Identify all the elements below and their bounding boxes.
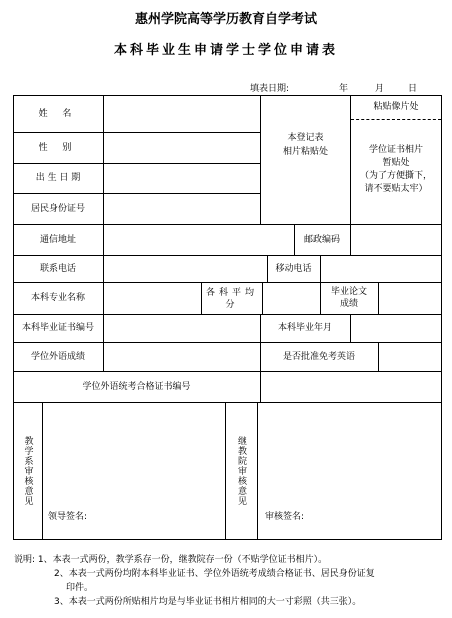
input-grad-date[interactable] — [351, 315, 441, 342]
form-subtitle: 本科毕业生申请学士学位申请表 — [113, 43, 338, 58]
label-leader-sign: 领导签名: — [48, 512, 88, 522]
label-review-sign: 审核签名: — [265, 512, 305, 522]
label-college-review: 继教院审核意见 — [236, 435, 246, 506]
note-line-4: 3、本表一式两份所贴相片均是与毕业证书相片相同的大一寸彩照（共三张）。 — [54, 597, 362, 607]
form-title: 惠州学院高等学历教育自学考试 — [134, 12, 317, 27]
input-phone[interactable] — [104, 256, 267, 282]
label-id-number: 居民身份证号 — [30, 203, 85, 214]
label-postcode: 邮政编码 — [303, 234, 340, 245]
label-dept-review: 教学系审核意见 — [22, 435, 33, 506]
label-gpa: 各科平均分 — [205, 287, 258, 310]
note-line-3: 印件。 — [66, 583, 94, 593]
input-name[interactable] — [104, 96, 260, 132]
label-foreign-cert: 学位外语统考合格证书编号 — [82, 381, 191, 392]
date-label: 填表日期: — [250, 84, 290, 94]
input-gpa[interactable] — [263, 283, 320, 314]
label-phone: 联系电话 — [39, 263, 76, 274]
date-year: 年 — [339, 84, 349, 94]
input-mobile[interactable] — [321, 256, 441, 282]
label-name: 姓 名 — [38, 108, 78, 119]
photo-paste-label: 粘贴像片处 — [373, 102, 419, 112]
input-birthdate[interactable] — [104, 164, 260, 193]
label-exempt: 是否批准免考英语 — [282, 351, 355, 362]
input-postcode[interactable] — [351, 225, 441, 255]
input-foreign-cert[interactable] — [261, 372, 441, 402]
photo-register-area: 本登记表 相片粘贴处 — [282, 133, 328, 157]
input-gender[interactable] — [104, 133, 260, 163]
label-birthdate: 出 生 日 期 — [35, 173, 81, 183]
date-day: 日 — [408, 84, 418, 94]
label-mobile: 移动电话 — [275, 263, 312, 274]
photo-cert-area: 学位证书相片 暂贴处 （为了方便撕下， 请不要贴太牢） — [359, 145, 432, 194]
label-address: 通信地址 — [39, 234, 76, 245]
date-month: 月 — [375, 84, 385, 94]
label-foreign-score: 学位外语成绩 — [30, 351, 85, 362]
label-grad-date: 本科毕业年月 — [277, 323, 332, 333]
label-major: 本科专业名称 — [30, 293, 85, 303]
note-line-2: 2、本表一式两份均附本科毕业证书、学位外语统考成绩合格证书、居民身份证复 — [54, 569, 375, 579]
input-thesis[interactable] — [379, 283, 441, 314]
input-exempt[interactable] — [379, 343, 441, 371]
label-gender: 性 别 — [38, 142, 78, 153]
input-cert-number[interactable] — [104, 315, 260, 342]
input-major[interactable] — [104, 283, 201, 314]
input-id-number[interactable] — [104, 194, 260, 224]
notes — [14, 553, 375, 609]
input-address[interactable] — [104, 225, 294, 255]
label-thesis: 毕业论文 成绩 — [330, 287, 367, 309]
note-line-1: 说明: 1、本表一式两份，教学系存一份，继教院存一份（不贴学位证书相片）。 — [14, 555, 328, 565]
application-form — [13, 95, 442, 540]
input-foreign-score[interactable] — [104, 343, 260, 371]
label-cert-number: 本科毕业证书编号 — [21, 323, 94, 333]
